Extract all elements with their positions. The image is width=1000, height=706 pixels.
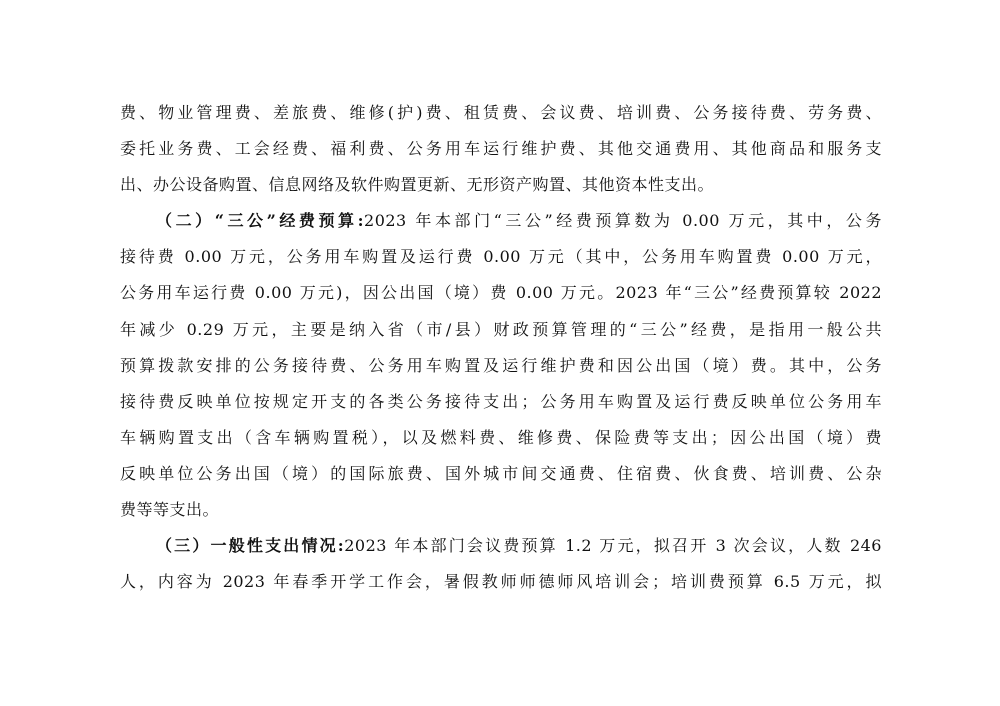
para1-line-3: 出、办公设备购置、信息网络及软件购置更新、无形资产购置、其他资本性支出。	[120, 175, 715, 195]
para3-line-2: 人，内容为 2023 年春季开学工作会，暑假教师师德师风培训会；培训费预算 6.5 万元，拟	[120, 572, 882, 592]
section-heading-san-gong: （二）“三公”经费预算:	[156, 211, 365, 231]
para2-line-2: 接待费 0.00 万元，公务用车购置及运行费 0.00 万元（其中，公务用车购置费 0.00 万元，	[120, 247, 882, 267]
para2-line-3: 公务用车运行费 0.00 万元)，因公出国（境）费 0.00 万元。2023 年“三公”经费预算较 2022	[120, 283, 882, 303]
para2-line-9: 费等等支出。	[120, 500, 220, 520]
para2-line-1	[120, 203, 882, 239]
para2-line-4: 年减少 0.29 万元，主要是纳入省（市/县）财政预算管理的“三公”经费，是指用一般公共	[120, 319, 882, 339]
para2-line-8: 反映单位公务出国（境）的国际旅费、国外城市间交通费、住宿费、伙食费、培训费、公杂	[120, 463, 882, 483]
para3-line-1-text: 2023 年本部门会议费预算 1.2 万元，拟召开 3 次会议，人数 246	[344, 536, 882, 556]
para2-line-1-text: 2023 年本部门“三公”经费预算数为 0.00 万元，其中，公务	[364, 211, 882, 231]
body-text	[120, 95, 882, 600]
para2-line-6: 接待费反映单位按规定开支的各类公务接待支出；公务用车购置及运行费反映单位公务用车	[120, 391, 882, 411]
para1-line-1: 费、物业管理费、差旅费、维修(护)费、租赁费、会议费、培训费、公务接待费、劳务费、	[120, 103, 882, 122]
para2-line-5: 预算拨款安排的公务接待费、公务用车购置及运行维护费和因公出国（境）费。其中，公务	[120, 355, 882, 375]
para1-line-2: 委托业务费、工会经费、福利费、公务用车运行维护费、其他交通费用、其他商品和服务支	[120, 139, 882, 159]
section-heading-general-expenditure: （三）一般性支出情况:	[156, 536, 345, 556]
para2-line-7: 车辆购置支出（含车辆购置税），以及燃料费、维修费、保险费等支出；因公出国（境）费	[120, 427, 882, 447]
para3-line-1	[120, 528, 882, 564]
